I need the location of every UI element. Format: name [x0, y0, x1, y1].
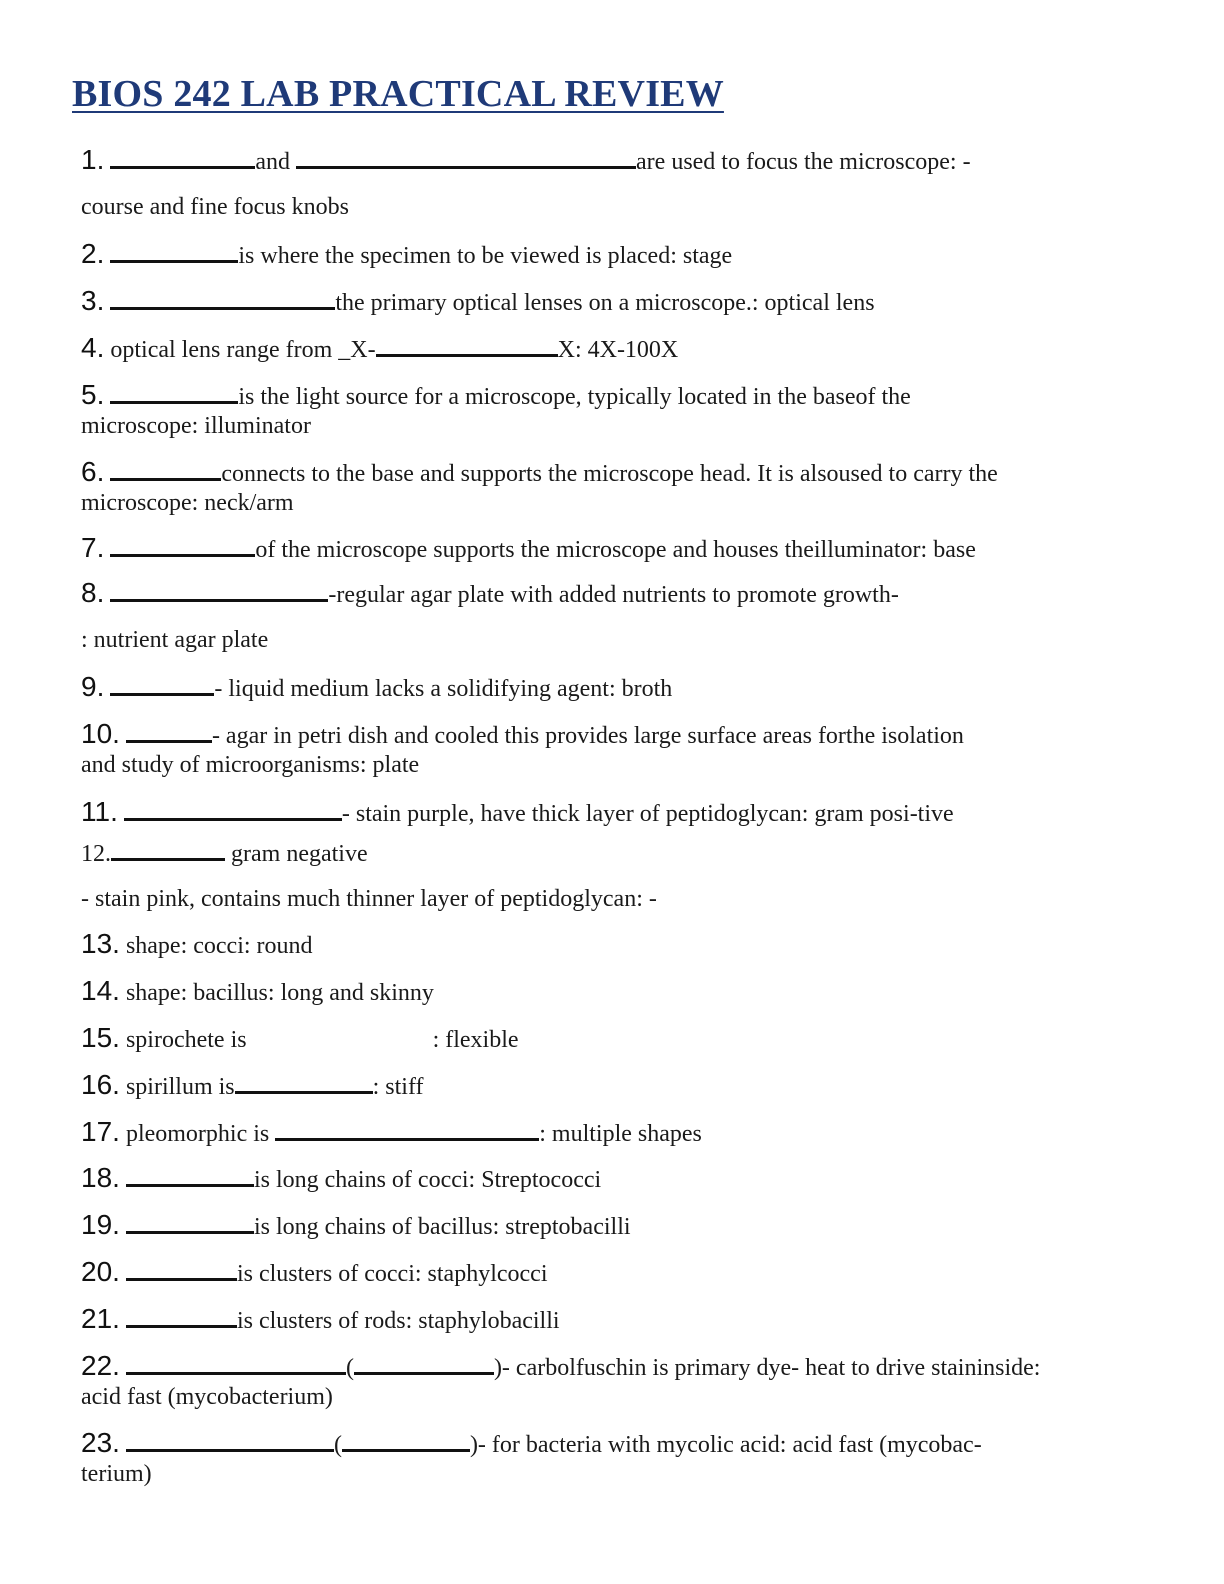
- question-10: 10. - agar in petri dish and cooled this provides large surface areas forthe isolation: [81, 718, 964, 749]
- answer-blank: [235, 1073, 373, 1094]
- question-20: 20. is clusters of cocci: staphylcocci: [81, 1256, 548, 1287]
- answer-blank: [110, 289, 335, 310]
- question-17: 17. pleomorphic is : multiple shapes: [81, 1116, 702, 1147]
- question-2: 2. is where the specimen to be viewed is placed: stage: [81, 238, 733, 269]
- question-10-answer: and study of microorganisms: plate: [81, 752, 420, 778]
- answer-blank: [126, 1260, 237, 1281]
- answer-blank: [126, 722, 212, 743]
- question-9: 9. - liquid medium lacks a solidifying agent: broth: [81, 671, 673, 702]
- answer-blank: [126, 1354, 346, 1375]
- answer-blank: [376, 336, 558, 357]
- question-19: 19. is long chains of bacillus: streptobacilli: [81, 1209, 631, 1240]
- question-6: 6. connects to the base and supports the microscope head. It is alsoused to carry the: [81, 456, 998, 487]
- answer-blank: [110, 460, 221, 481]
- question-22: 22. ( )- carbolfuschin is primary dye- heat to drive staininside:: [81, 1350, 1041, 1381]
- answer-blank: [124, 800, 342, 821]
- page-title: BIOS 242 LAB PRACTICAL REVIEW: [72, 73, 724, 115]
- question-3: 3. the primary optical lenses on a microscope.: optical lens: [81, 285, 875, 316]
- answer-blank: [110, 148, 255, 169]
- question-1: 1. and are used to focus the microscope: -: [81, 144, 971, 175]
- question-8-answer: : nutrient agar plate: [81, 627, 269, 653]
- answer-blank: [126, 1431, 334, 1452]
- question-12-answer: - stain pink, contains much thinner layer of peptidoglycan: -: [81, 886, 657, 912]
- question-12: 12. gram negative: [81, 841, 368, 867]
- question-1-answer: course and fine focus knobs: [81, 194, 349, 220]
- question-5-answer: microscope: illuminator: [81, 413, 311, 439]
- question-13: 13. shape: cocci: round: [81, 928, 313, 959]
- question-16: 16. spirillum is : stiff: [81, 1069, 424, 1100]
- question-6-answer: microscope: neck/arm: [81, 490, 294, 516]
- answer-blank: [126, 1213, 254, 1234]
- question-15: 15. spirochete is : flexible: [81, 1022, 519, 1053]
- answer-blank: [342, 1431, 470, 1452]
- question-5: 5. is the light source for a microscope, typically located in the baseof the: [81, 379, 911, 410]
- answer-blank: [126, 1307, 237, 1328]
- question-number: 1.: [81, 144, 105, 175]
- question-23: 23. ( )- for bacteria with mycolic acid: acid fast (mycobac-: [81, 1427, 982, 1458]
- question-23-answer: terium): [81, 1461, 152, 1487]
- answer-blank: [110, 536, 255, 557]
- answer-blank: [126, 1166, 254, 1187]
- question-22-answer: acid fast (mycobacterium): [81, 1384, 333, 1410]
- answer-blank: [111, 840, 225, 861]
- question-18: 18. is long chains of cocci: Streptococci: [81, 1162, 602, 1193]
- question-14: 14. shape: bacillus: long and skinny: [81, 975, 434, 1006]
- question-8: 8. -regular agar plate with added nutrients to promote growth-: [81, 577, 899, 608]
- answer-blank: [110, 383, 238, 404]
- question-11: 11. - stain purple, have thick layer of peptidoglycan: gram posi-tive: [81, 796, 954, 827]
- answer-blank: [110, 675, 214, 696]
- question-7: 7. of the microscope supports the microscope and houses theilluminator: base: [81, 532, 976, 563]
- answer-blank: [354, 1354, 494, 1375]
- question-4: 4. optical lens range from _X- X: 4X-100X: [81, 332, 679, 363]
- answer-blank: [275, 1120, 539, 1141]
- question-21: 21. is clusters of rods: staphylobacilli: [81, 1303, 560, 1334]
- answer-blank: [110, 581, 328, 602]
- answer-blank: [110, 242, 238, 263]
- answer-blank: [296, 148, 636, 169]
